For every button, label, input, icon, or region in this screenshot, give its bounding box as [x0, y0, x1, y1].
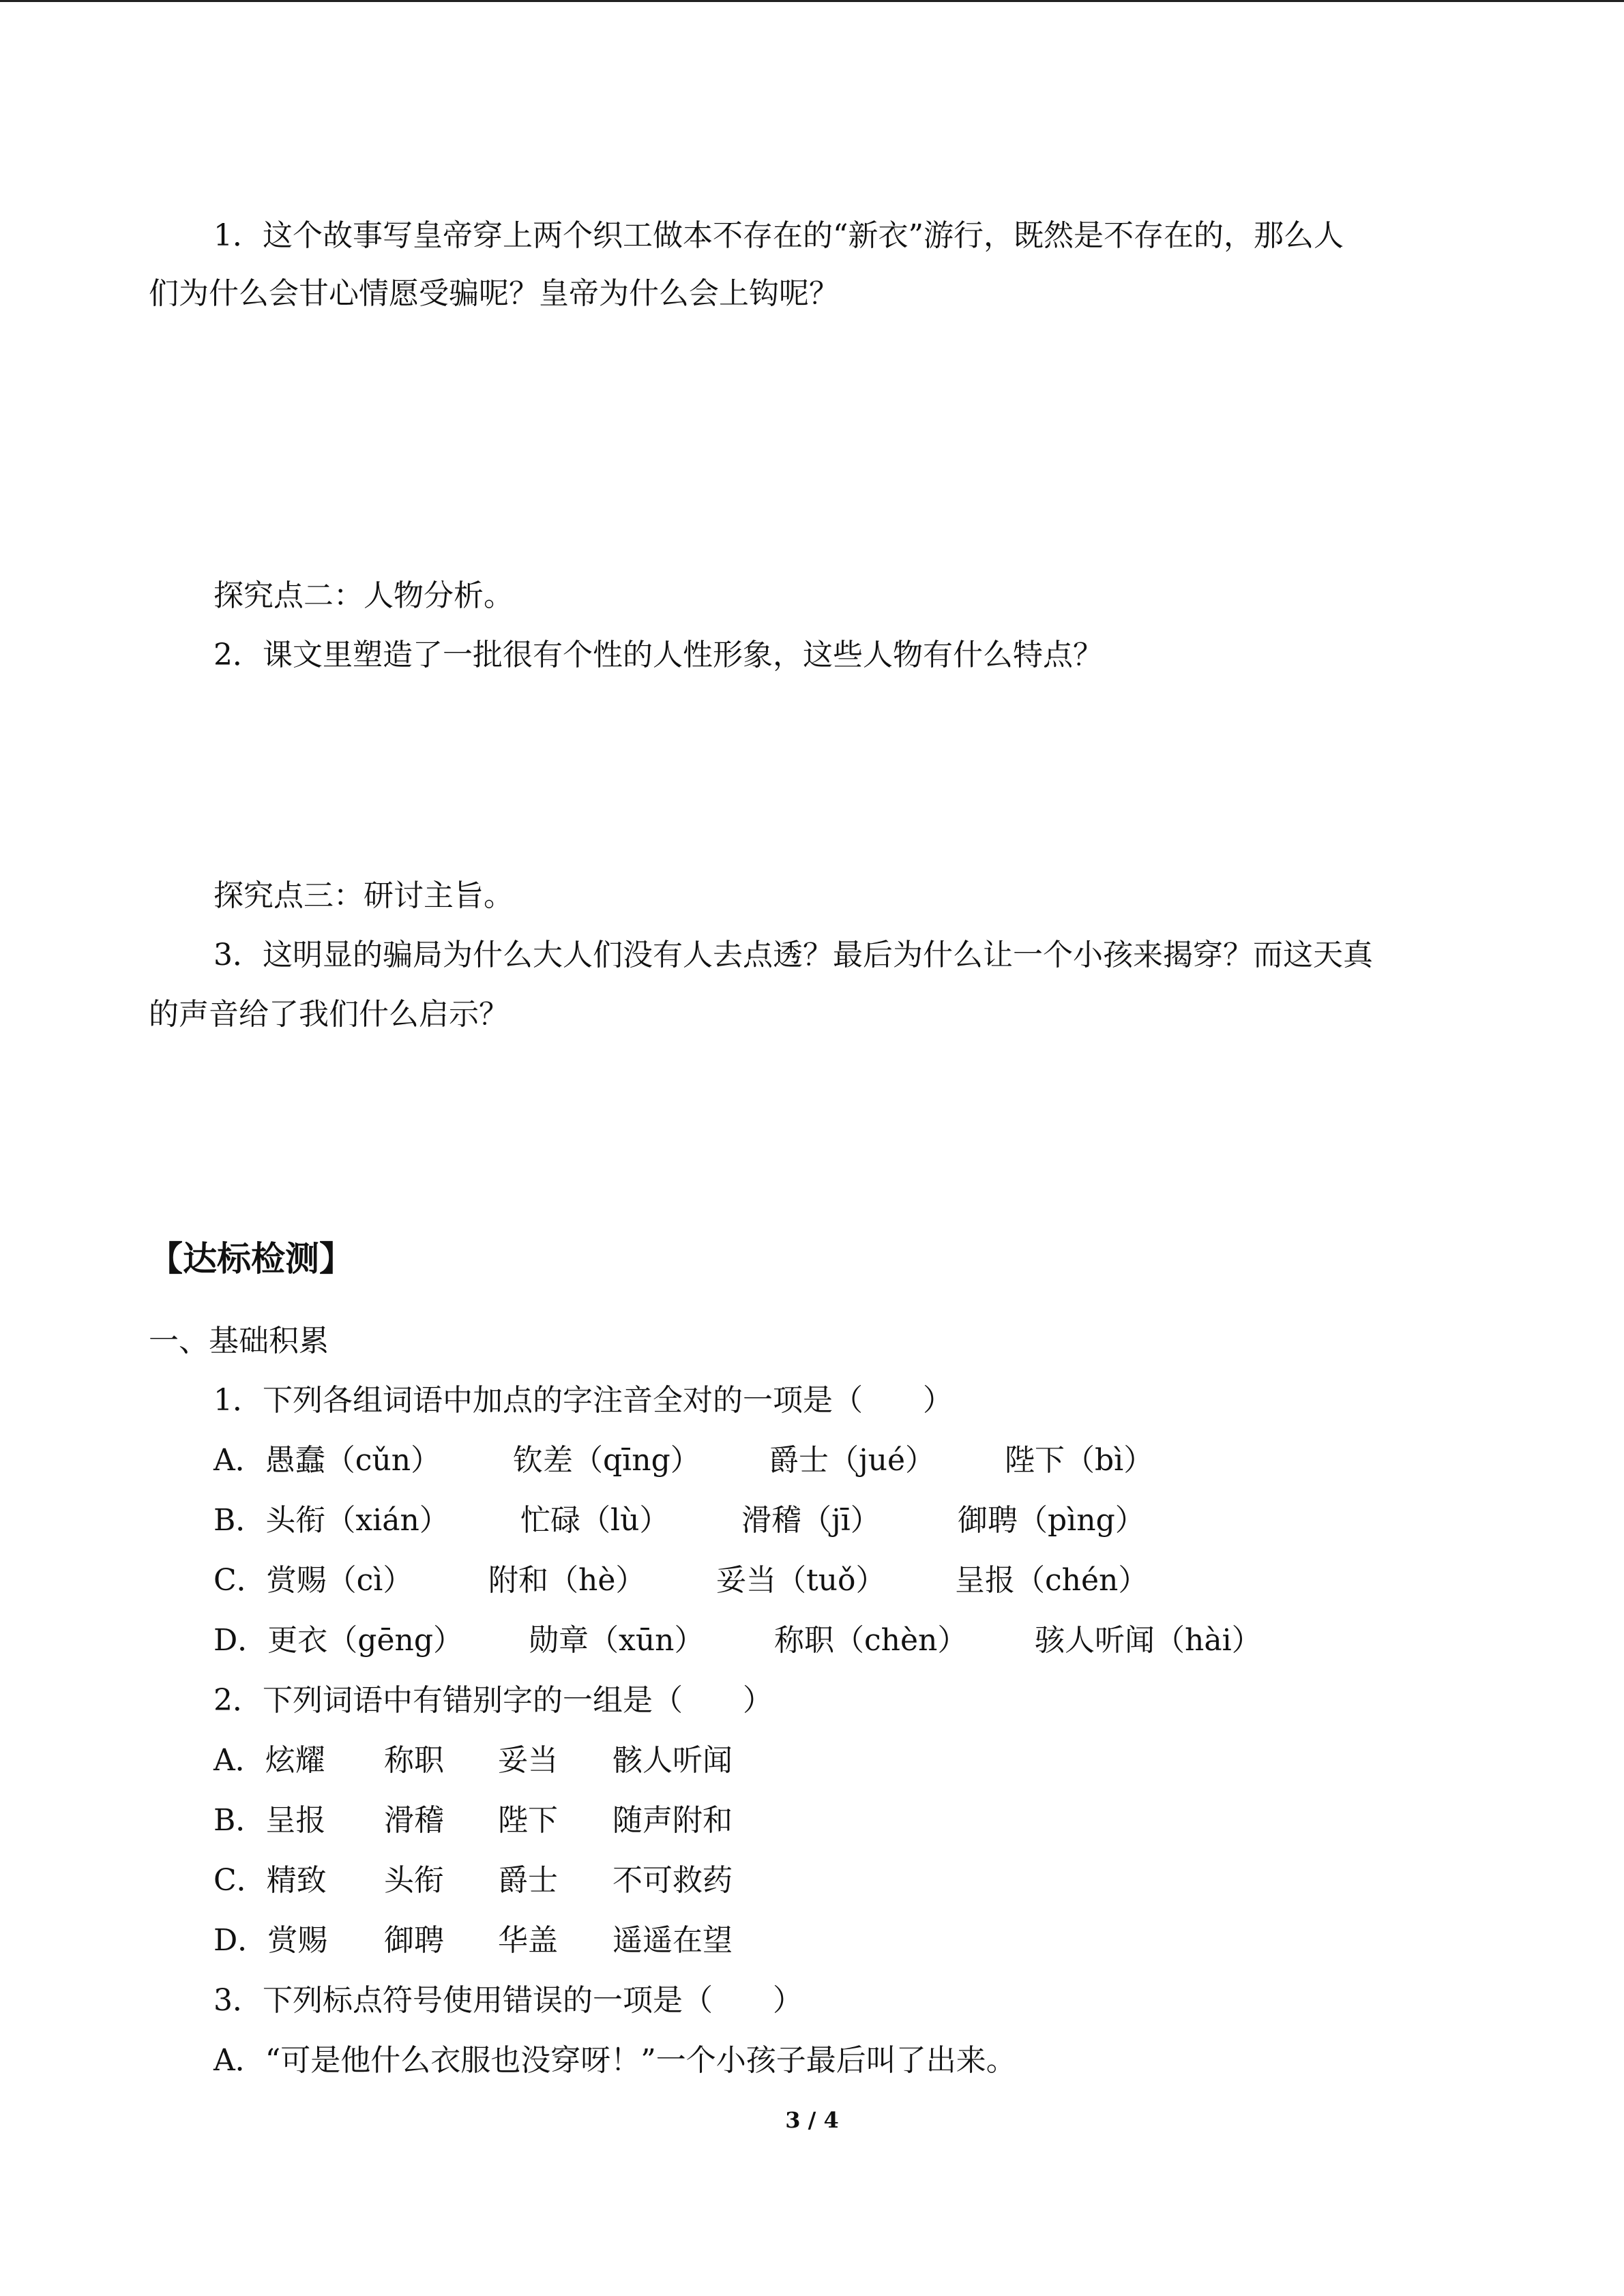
question-2: 2．课文里塑造了一批很有个性的人性形象，这些人物有什么特点？	[213, 638, 1103, 672]
q2-option-a: A．炫耀	[213, 1743, 325, 1778]
q2-option-c: C．精致	[213, 1863, 327, 1898]
q2-option-c-item: 不可救药	[612, 1863, 733, 1898]
q1-option-b-item: 御聘（pìng）	[958, 1503, 1145, 1538]
q2-option-a-item: 妥当	[498, 1743, 558, 1778]
inquiry-point-2-title: 探究点二：人物分析。	[213, 578, 514, 613]
q2-option-b-item: 滑稽	[384, 1803, 444, 1838]
q2-option-d-item: 华盖	[498, 1923, 558, 1958]
q1-option-c-item: 附和（hè）	[488, 1563, 646, 1598]
q1-option-c-item: 妥当（tuǒ）	[716, 1563, 886, 1598]
q2-option-a-item: 骸人听闻	[612, 1743, 733, 1778]
q2-option-b-item: 陛下	[498, 1803, 558, 1838]
q1-option-a-item: 陛下（bì）	[1005, 1443, 1154, 1478]
q1-option-d-item: 骇人听闻（hài）	[1035, 1623, 1262, 1658]
question-1-line-2: 们为什么会甘心情愿受骗呢？皇帝为什么会上钩呢？	[149, 276, 839, 311]
q1-option-a-item: 钦差（qīng）	[513, 1443, 700, 1478]
question-3-line-1: 3．这明显的骗局为什么大人们没有人去点透？最后为什么让一个小孩来揭穿？而这天真	[213, 938, 1373, 972]
q1-option-c: C．赏赐（cì）	[213, 1563, 413, 1598]
inquiry-point-3-title: 探究点三：研讨主旨。	[213, 878, 514, 913]
question-1-line-1: 1．这个故事写皇帝穿上两个织工做本不存在的“新衣”游行，既然是不存在的，那么人	[213, 218, 1344, 253]
part-1-title: 一、基础积累	[149, 1324, 329, 1358]
test-question-1-stem: 1．下列各组词语中加点的字注音全对的一项是（ ）	[213, 1383, 953, 1418]
q2-option-b: B．呈报	[213, 1803, 326, 1838]
test-question-2-stem: 2．下列词语中有错别字的一组是（ ）	[213, 1683, 773, 1718]
q2-option-c-item: 头衔	[384, 1863, 444, 1898]
q3-option-a: A．“可是他什么衣服也没穿呀！”一个小孩子最后叫了出来。	[213, 2043, 1016, 2078]
q1-option-d: D．更衣（gēng）	[213, 1623, 463, 1658]
q1-option-b-item: 滑稽（jī）	[741, 1503, 881, 1538]
q1-option-a: A．愚蠢（cǔn）	[213, 1443, 441, 1478]
q1-option-b: B．头衔（xián）	[213, 1503, 449, 1538]
q1-option-b-item: 忙碌（lù）	[520, 1503, 670, 1538]
test-question-3-stem: 3．下列标点符号使用错误的一项是（ ）	[213, 1983, 803, 2018]
q2-option-d: D．赏赐	[213, 1923, 328, 1958]
page-number: 3 / 4	[785, 2107, 839, 2133]
q2-option-b-item: 随声附和	[612, 1803, 733, 1838]
q1-option-d-item: 勋章（xūn）	[529, 1623, 705, 1658]
top-border-line	[0, 0, 1624, 2]
q2-option-d-item: 御聘	[384, 1923, 444, 1958]
question-3-line-2: 的声音给了我们什么启示？	[149, 997, 509, 1032]
q1-option-a-item: 爵士（jué）	[769, 1443, 936, 1478]
section-title-test: 【达标检测】	[149, 1239, 353, 1279]
q2-option-d-item: 遥遥在望	[612, 1923, 733, 1958]
q1-option-c-item: 呈报（chén）	[955, 1563, 1149, 1598]
q2-option-a-item: 称职	[384, 1743, 444, 1778]
q1-option-d-item: 称职（chèn）	[774, 1623, 968, 1658]
q2-option-c-item: 爵士	[498, 1863, 558, 1898]
